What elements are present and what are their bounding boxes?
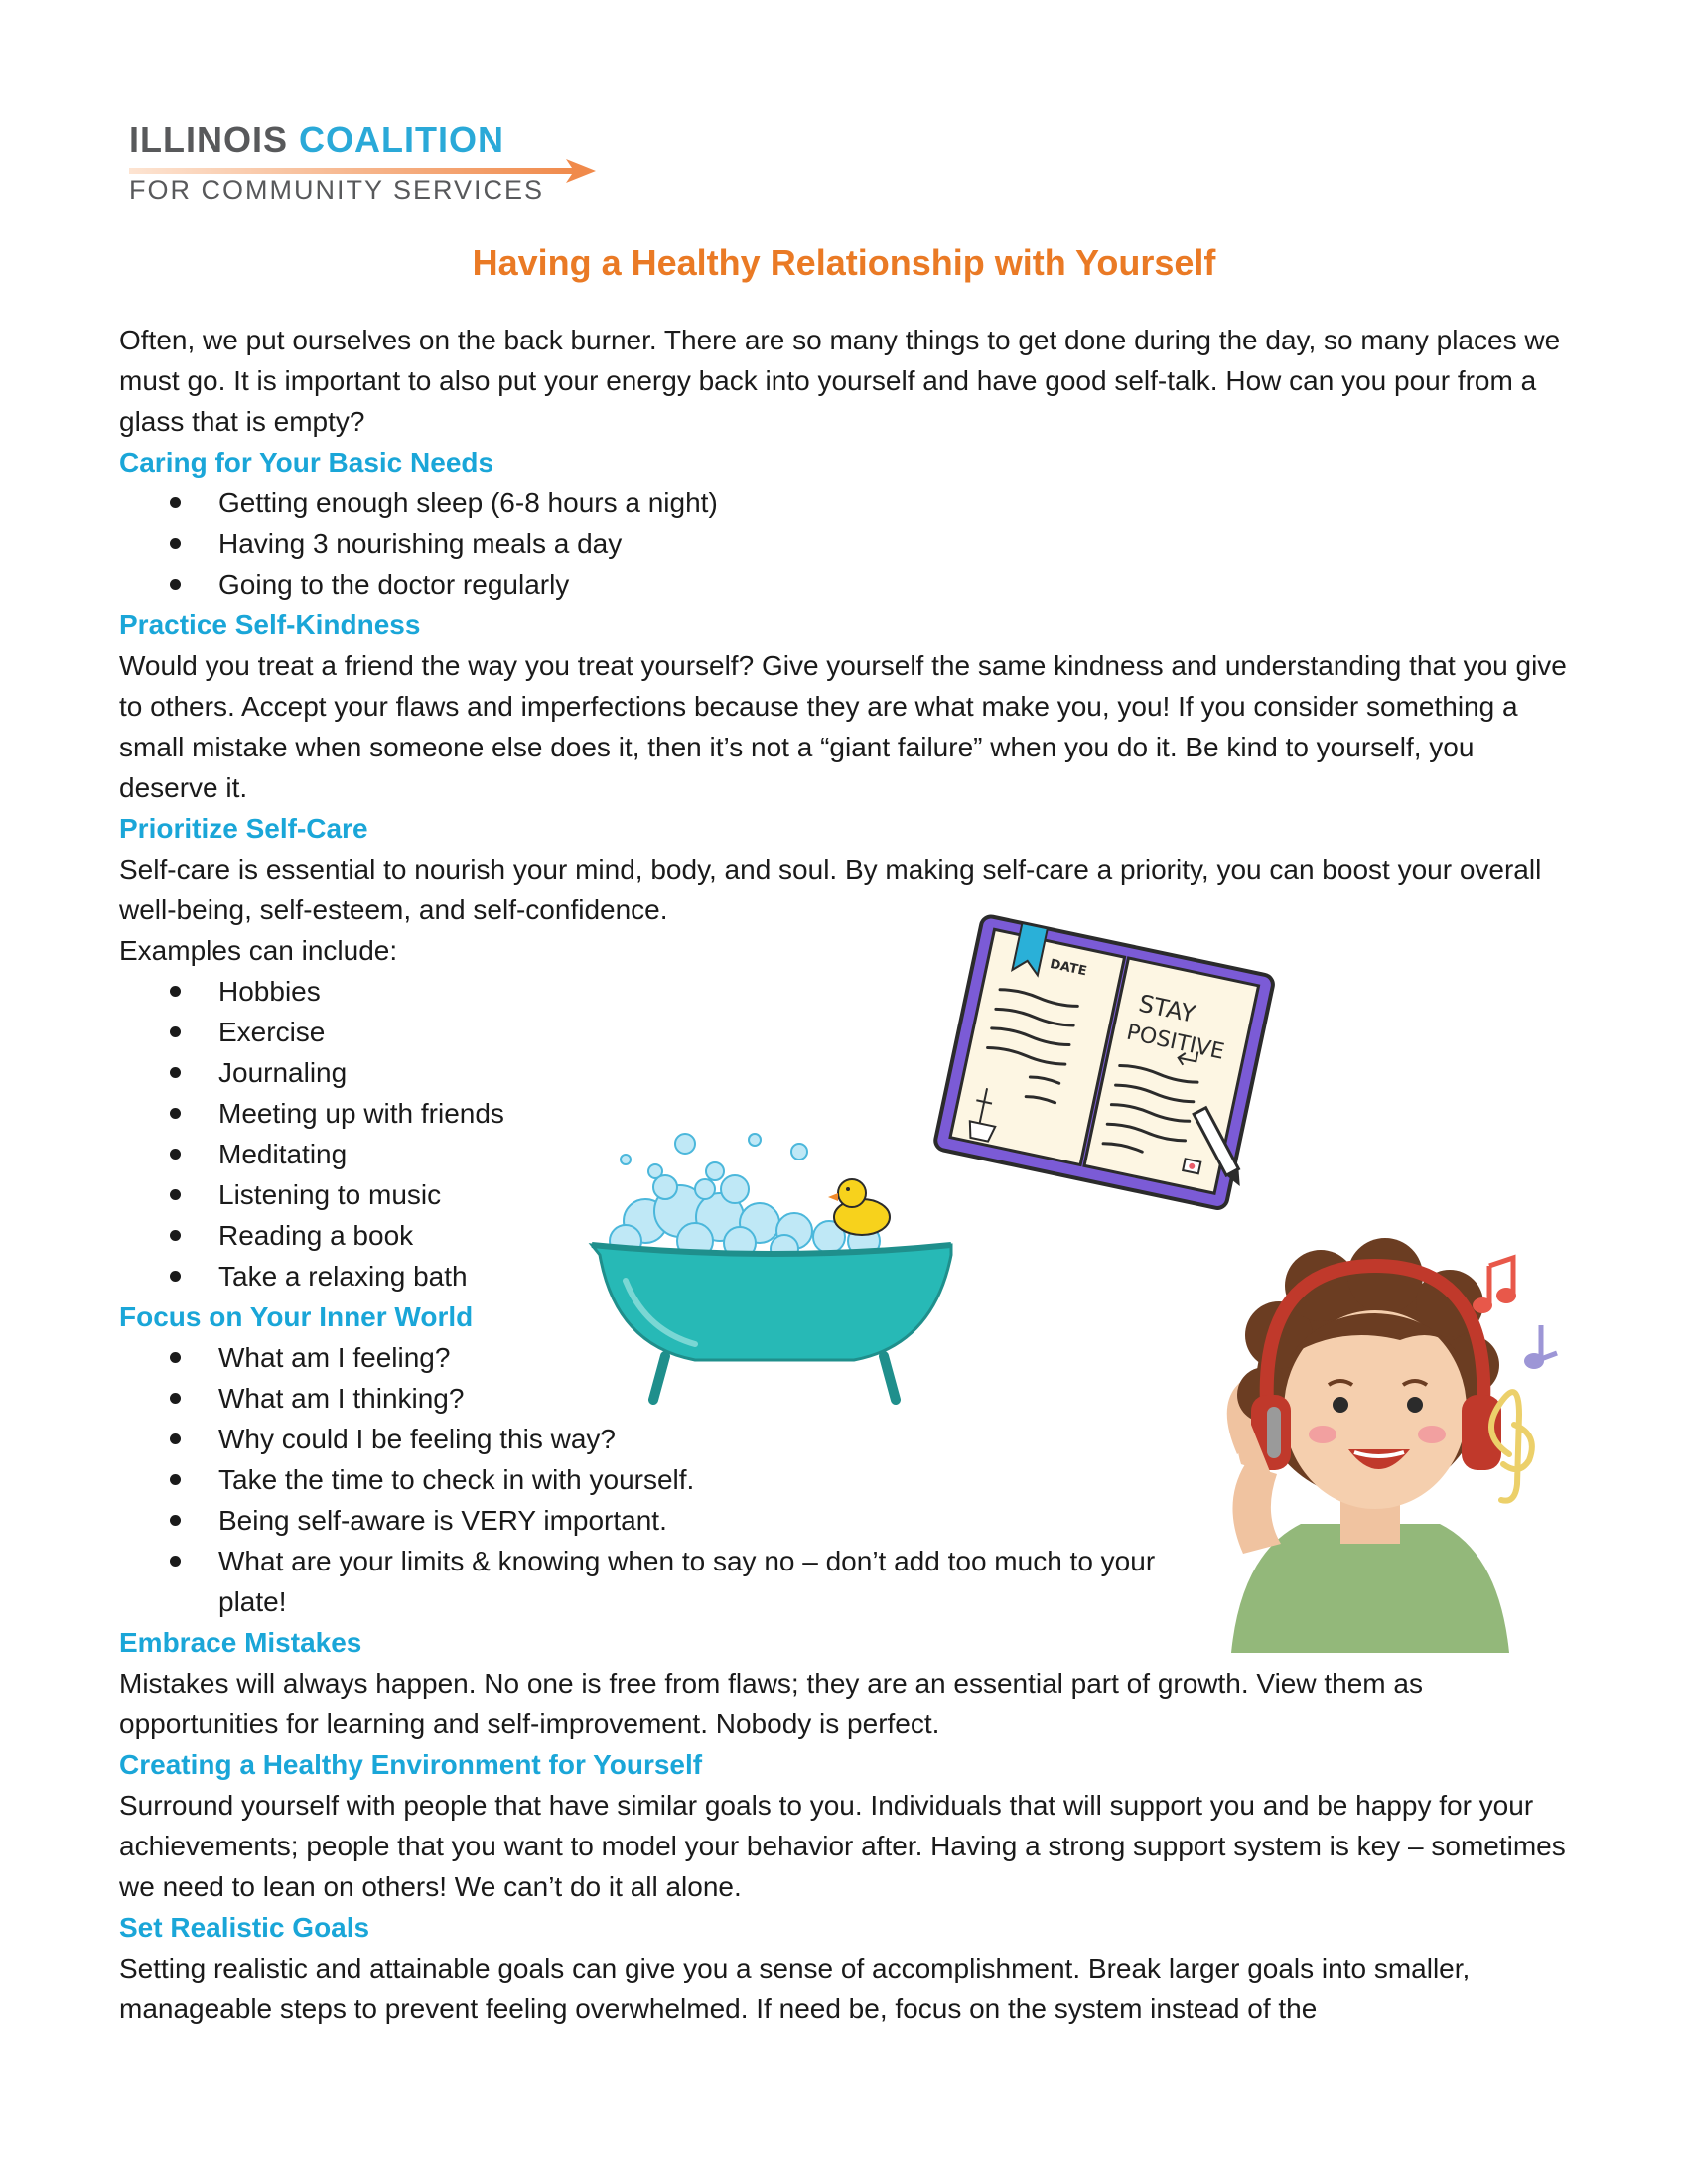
- logo-subtitle: FOR COMMUNITY SERVICES: [129, 175, 545, 205]
- heading-mistakes: Embrace Mistakes: [119, 1627, 362, 1658]
- list-item: Having 3 nourishing meals a day: [119, 523, 1579, 564]
- heading-environment: Creating a Healthy Environment for Yourself: [119, 1749, 703, 1780]
- heading-self-care: Prioritize Self-Care: [119, 813, 368, 844]
- list-item: Being self-aware is VERY important.: [119, 1500, 1172, 1541]
- list-item: Getting enough sleep (6-8 hours a night): [119, 482, 1579, 523]
- examples-label: Examples can include:: [119, 935, 398, 966]
- list-item: What are your limits & knowing when to say no – don’t add too much to your plate!: [119, 1541, 1172, 1622]
- logo-name: [129, 119, 504, 161]
- music-note-icon: [1524, 1325, 1557, 1369]
- child-with-headphones-illustration: [1172, 1226, 1589, 1653]
- list-item: Why could I be feeling this way?: [119, 1419, 1172, 1459]
- list-item: Take the time to check in with yourself.: [119, 1459, 1172, 1500]
- logo-name-part1: ILLINOIS: [129, 119, 288, 160]
- list-item: Exercise: [119, 1012, 1579, 1052]
- treble-clef-icon: [1491, 1392, 1532, 1501]
- list-item: Meeting up with friends: [119, 1093, 1579, 1134]
- basic-needs-list: [119, 482, 1579, 605]
- list-item: Reading a book: [119, 1215, 1579, 1256]
- self-care-paragraph: Self-care is essential to nourish your mind, body, and soul. By making self-care a priority, you can boost your overall well-being, self-esteem, and self-confidence.: [119, 854, 1542, 925]
- goals-paragraph: Setting realistic and attainable goals can give you a sense of accomplishment. Break larger goals into smaller, manageable steps to prevent feeling overwhelmed. If need be, focus on the system instead of the: [119, 1953, 1471, 2024]
- journal-illustration: [923, 913, 1281, 1231]
- list-item: Take a relaxing bath: [119, 1256, 1579, 1297]
- heading-inner-world: Focus on Your Inner World: [119, 1301, 474, 1332]
- page-title: Having a Healthy Relationship with Yourself: [472, 242, 1216, 283]
- environment-paragraph: Surround yourself with people that have similar goals to you. Individuals that will support you and be happy for your achievements; people that you want to model your behavior after. Having a strong support system is key – sometimes we need to lean on others! We can’t do it all alone.: [119, 1790, 1566, 1902]
- mistakes-paragraph: Mistakes will always happen. No one is free from flaws; they are an essential part of growth. View them as opportunities for learning and self-improvement. Nobody is perfect.: [119, 1668, 1423, 1739]
- self-kindness-paragraph: Would you treat a friend the way you treat yourself? Give yourself the same kindness and understanding that you give to others. Accept your flaws and imperfections because they are what make you, you! If you consider something a small mistake when someone else does it, then it’s not a “giant failure” when you do it. Be kind to yourself, you deserve it.: [119, 650, 1567, 803]
- heading-goals: Set Realistic Goals: [119, 1912, 370, 1943]
- journal-line1: STAY: [1136, 989, 1198, 1028]
- journal-date-label: DATE: [1048, 956, 1088, 980]
- list-item: Listening to music: [119, 1174, 1579, 1215]
- intro-paragraph: Often, we put ourselves on the back burner. There are so many things to get done during the day, so many places we must go. It is important to also put your energy back into yourself and have good self-talk. How can you pour from a glass that is empty?: [119, 325, 1561, 437]
- list-item: Meditating: [119, 1134, 1579, 1174]
- list-item: What am I feeling?: [119, 1337, 1172, 1378]
- heading-basic-needs: Caring for Your Basic Needs: [119, 447, 494, 478]
- rubber-duck-icon: [828, 1179, 890, 1235]
- bathtub-illustration: [586, 1132, 963, 1410]
- music-note-icon: [1473, 1258, 1516, 1313]
- list-item: Going to the doctor regularly: [119, 564, 1579, 605]
- heading-self-kindness: Practice Self-Kindness: [119, 610, 421, 640]
- journal-line2: POSITIVE: [1124, 1020, 1227, 1065]
- list-item: What am I thinking?: [119, 1378, 1172, 1419]
- logo: [129, 119, 606, 218]
- list-item: Journaling: [119, 1052, 1579, 1093]
- logo-name-part2: COALITION: [299, 119, 504, 160]
- list-item: Hobbies: [119, 971, 1579, 1012]
